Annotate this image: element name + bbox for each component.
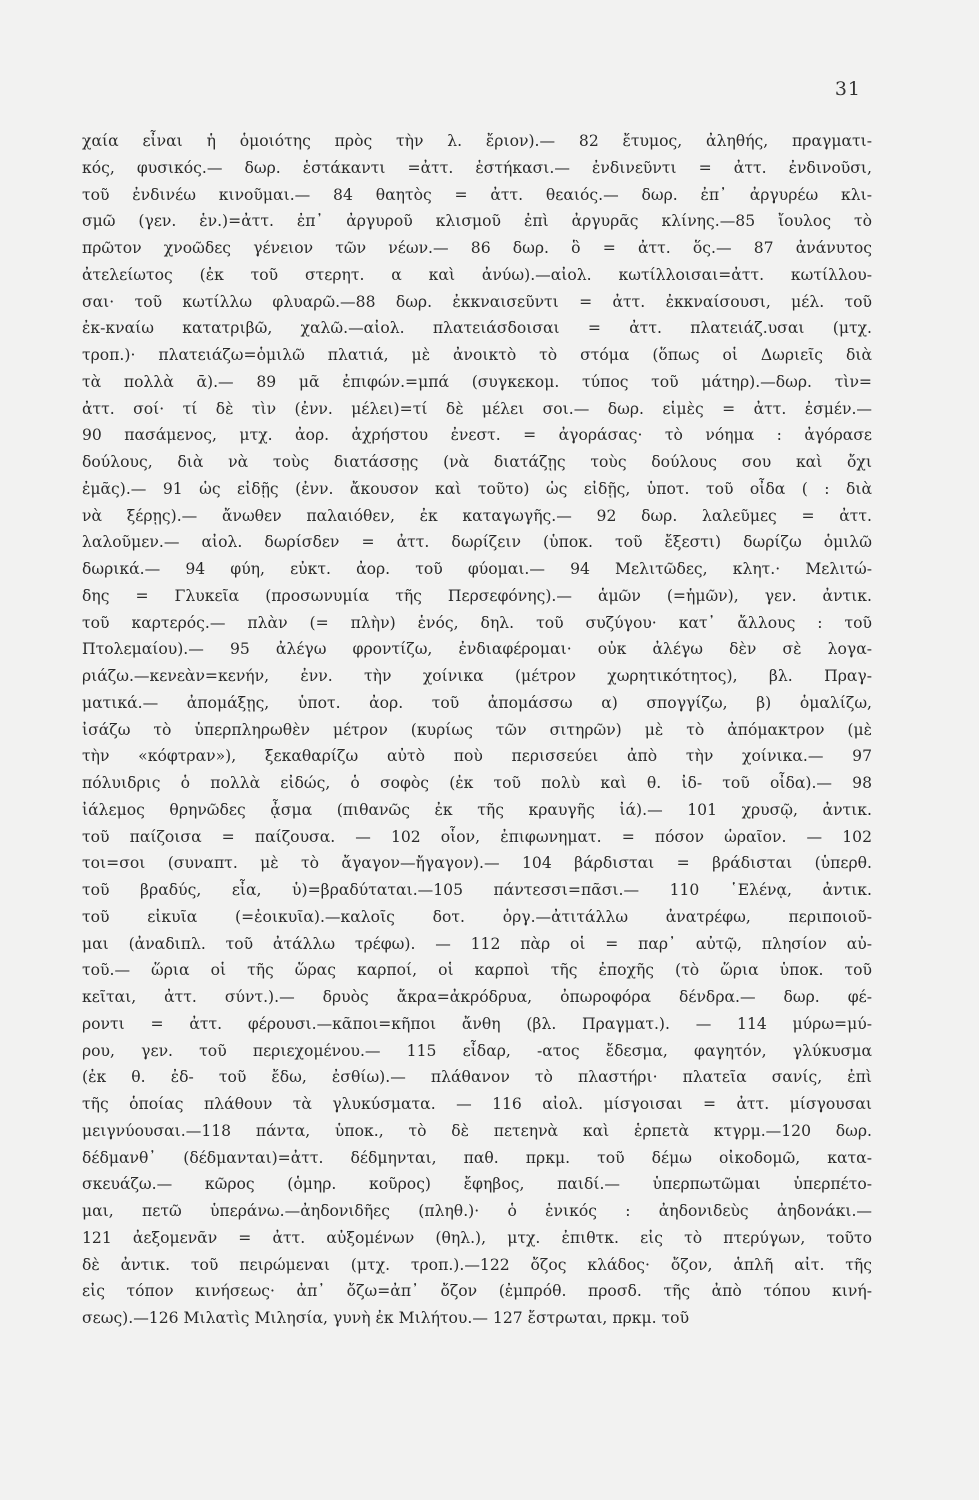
text-line: δης = Γλυκεῖα (προσωνυμία τῆς Περσεφόνης).— ἁμῶν (=ἡμῶν), γεν. ἀντικ. <box>82 586 872 605</box>
text-line: σκευάζω.— κῶρος (ὁμηρ. κοῦρος) ἔφηβος, παιδί.— ὑπερπωτῶμαι ὑπερπέτο- <box>82 1175 872 1194</box>
text-line: ροντι = ἀττ. φέρουσι.—κᾶποι=κῆποι ἄνθη (βλ. Πραγματ.). — 114 μύρω=μύ- <box>82 1014 872 1033</box>
text-line: εἰς τόπον κινήσεως· ἀπ᾽ ὄζω=ἀπ᾽ ὄζον (ἐμπρόθ. προσδ. τῆς ἀπὸ τόπου κινή- <box>82 1282 872 1301</box>
text-line: ἀττ. σοί· τί δὲ τὶν (ἐνν. μέλει)=τί δὲ μέλει σοι.— δωρ. εἱμὲς = ἀττ. ἐσμέν.— <box>82 399 872 418</box>
text-line: τοῦ ἐνδινέω κινοῦμαι.— 84 θαητὸς = ἀττ. θεαιός.— δωρ. ἐπ᾽ ἀργυρέω κλι- <box>82 185 872 204</box>
text-line: ρου, γεν. τοῦ περιεχομένου.— 115 εἶδαρ, -ατος ἔδεσμα, φαγητόν, γλύκυσμα <box>82 1041 872 1060</box>
text-line: σαι· τοῦ κωτίλλω φλυαρῶ.—88 δωρ. ἐκκναισεῦντι = ἀττ. ἐκκναίσουσι, μέλ. τοῦ <box>82 292 872 311</box>
commentary-text <box>82 128 872 1332</box>
text-line: σμῶ (γεν. ἑν.)=ἀττ. ἐπ᾽ ἀργυροῦ κλισμοῦ ἐπὶ ἀργυρᾶς κλίνης.—85 ἴουλος τὸ <box>82 212 872 231</box>
text-line: τοῦ παίζοισα = παίζουσα. — 102 οἷον, ἐπιφωνηματ. = πόσον ὡραῖον. — 102 <box>82 827 872 846</box>
text-line: τοῦ.— ὥρια οἱ τῆς ὥρας καρποί, οἱ καρποὶ τῆς ἐποχῆς (τὸ ὥρια ὑποκ. τοῦ <box>82 961 872 980</box>
text-line: (ἐκ θ. ἐδ- τοῦ ἔδω, ἐσθίω).— πλάθανον τὸ πλαστήρι· πλατεῖα σανίς, ἐπὶ <box>82 1068 872 1087</box>
text-line: 121 ἀεξομενᾶν = ἀττ. αὐξομένων (θηλ.), μτχ. ἐπιθτκ. εἰς τὸ πτερύγων, τοῦτο <box>82 1228 872 1247</box>
text-line: τῆς ὁποίας πλάθουν τὰ γλυκύσματα. — 116 αἰολ. μίσγοισαι = ἀττ. μίσγουσαι <box>82 1095 872 1113</box>
text-line: πρῶτον χνοῶδες γένειον τῶν νέων.— 86 δωρ. ὃ = ἀττ. ὅς.— 87 ἀνάνυτος <box>82 239 872 257</box>
text-line: μαι, πετῶ ὑπεράνω.—ἀηδονιδῆες (πληθ.)· ὁ ἑνικός : ἀηδονιδεὺς ἀηδονάκι.— <box>82 1202 872 1220</box>
text-line: τοῦ εἰκυῖα (=ἐοικυῖα).—καλοῖς δοτ. ὀργ.—ἀτιτάλλω ἀνατρέφω, περιποιοῦ- <box>82 907 872 926</box>
text-line: Πτολεμαίου).— 95 ἀλέγω φροντίζω, ἐνδιαφέρομαι· οὐκ ἀλέγω δὲν σὲ λογα- <box>82 640 872 659</box>
text-line: νὰ ξέρῃς).— ἄνωθεν παλαιόθεν, ἐκ καταγωγῆς.— 92 δωρ. λαλεῦμες = ἀττ. <box>82 506 872 525</box>
text-line: ριάζω.—κενεὰν=κενήν, ἐνν. τὴν χοίνικα (μέτρον χωρητικότητος), βλ. Πραγ- <box>82 667 872 685</box>
text-line: ἀτελείωτος (ἐκ τοῦ στερητ. α καὶ ἀνύω).—αἰολ. κωτίλλοισαι=ἀττ. κωτίλλου- <box>82 265 872 284</box>
text-line: τροπ.)· πλατειάζω=ὁμιλῶ πλατιά, μὲ ἀνοικτὸ τὸ στόμα (ὅπως οἱ Δωριεῖς διὰ <box>82 346 872 364</box>
text-line: ἰσάζω τὸ ὑπερπληρωθὲν μέτρον (κυρίως τῶν σιτηρῶν) μὲ τὸ ἀπόμακτρον (μὲ <box>82 720 872 739</box>
text-line: κός, φυσικός.— δωρ. ἑστάκαντι =ἀττ. ἑστήκασι.— ἐνδινεῦντι = ἀττ. ἐνδινοῦσι, <box>82 158 872 177</box>
text-line: 90 πασάμενος, μτχ. ἀορ. ἀχρήστου ἐνεστ. = ἀγοράσας· τὸ νόημα : ἀγόρασε <box>82 426 872 445</box>
text-line: τοῦ καρτερός.— πλὰν (= πλὴν) ἑνός, δηλ. τοῦ συζύγου· κατ᾽ ἄλλους : τοῦ <box>82 613 872 632</box>
text-line: δέδμανθ᾽ (δέδμανται)=ἀττ. δέδμηνται, παθ. πρκμ. τοῦ δέμω οἰκοδομῶ, κατα- <box>82 1148 872 1167</box>
page-number: 31 <box>834 78 861 100</box>
text-line: δωρικά.— 94 φύη, εὐκτ. ἀορ. τοῦ φύομαι.— 94 Μελιτῶδες, κλητ.· Μελιτώ- <box>82 560 872 578</box>
text-line: χαία εἶναι ἡ ὁμοιότης πρὸς τὴν λ. ἔριον).— 82 ἔτυμος, ἀληθής, πραγματι- <box>82 132 872 150</box>
text-line: λαλοῦμεν.— αἰολ. δωρίσδεν = ἀττ. δωρίζειν (ὑποκ. τοῦ ἔξεστι) δωρίζω ὁμιλῶ <box>82 533 872 552</box>
text-line: ἰάλεμος θρηνῶδες ᾆσμα (πιθανῶς ἐκ τῆς κραυγῆς ἰά).— 101 χρυσῷ, ἀντικ. <box>82 800 872 819</box>
text-line: μειγνύουσαι.—118 πάντα, ὑποκ., τὸ δὲ πετεηνὰ καὶ ἑρπετὰ κτγρμ.—120 δωρ. <box>82 1121 872 1140</box>
text-line: μαι (ἀναδιπλ. τοῦ ἀτάλλω τρέφω). — 112 πὰρ οἱ = παρ᾽ αὐτῷ, πλησίον αὐ- <box>82 934 872 953</box>
text-line: πόλυιδρις ὁ πολλὰ εἰδώς, ὁ σοφὸς (ἐκ τοῦ πολὺ καὶ θ. ἰδ- τοῦ οἶδα).— 98 <box>82 774 872 792</box>
text-line: κεῖται, ἀττ. σύντ.).— δρυὸς ἄκρα=ἀκρόδρυα, ὀπωροφόρα δένδρα.— δωρ. φέ- <box>82 988 872 1006</box>
text-line: τὴν «κόφτραν»), ξεκαθαρίζω αὐτὸ ποὺ περισσεύει ἀπὸ τὴν χοίνικα.— 97 <box>82 747 872 766</box>
text-line: ἐκ-κναίω κατατριβῶ, χαλῶ.—αἰολ. πλατειάσδοισαι = ἀττ. πλατειάζ.υσαι (μτχ. <box>82 319 872 338</box>
text-line: ματικά.— ἀπομάξῃς, ὑποτ. ἀορ. τοῦ ἀπομάσσω α) σπογγίζω, β) ὁμαλίζω, <box>82 693 872 712</box>
text-line: τοι=σοι (συναπτ. μὲ τὸ ἄγαγον—ἤγαγον).— 104 βάρδισται = βράδισται (ὑπερθ. <box>82 854 872 873</box>
text-line: τὰ πολλὰ ᾱ).— 89 μᾶ ἐπιφών.=μπά (συγκεκομ. τύπος τοῦ μάτηρ).—δωρ. τὶν= <box>82 372 872 391</box>
text-line: δὲ ἀντικ. τοῦ πειρώμεναι (μτχ. τροπ.).—122 ὄζος κλάδος· ὄζον, ἁπλῆ αἰτ. τῆς <box>82 1255 872 1274</box>
text-line: δούλους, διὰ νὰ τοὺς διατάσσῃς (νὰ διατάζῃς τοὺς δούλους σου καὶ ὄχι <box>82 453 872 471</box>
text-line: σεως).—126 Μιλατὶς Μιλησία, γυνὴ ἐκ Μιλήτου.— 127 ἔστρωται, πρκμ. τοῦ <box>82 1309 690 1327</box>
text-line: τοῦ βραδύς, εἶα, ὑ)=βραδύταται.—105 πάντεσσι=πᾶσι.— 110 ῾Ελένᾳ, ἀντικ. <box>82 881 872 899</box>
text-line: ἐμᾶς).— 91 ὡς εἰδῇς (ἐνν. ἄκουσον καὶ τοῦτο) ὡς εἰδῇς, ὑποτ. τοῦ οἶδα ( : διὰ <box>82 479 872 498</box>
